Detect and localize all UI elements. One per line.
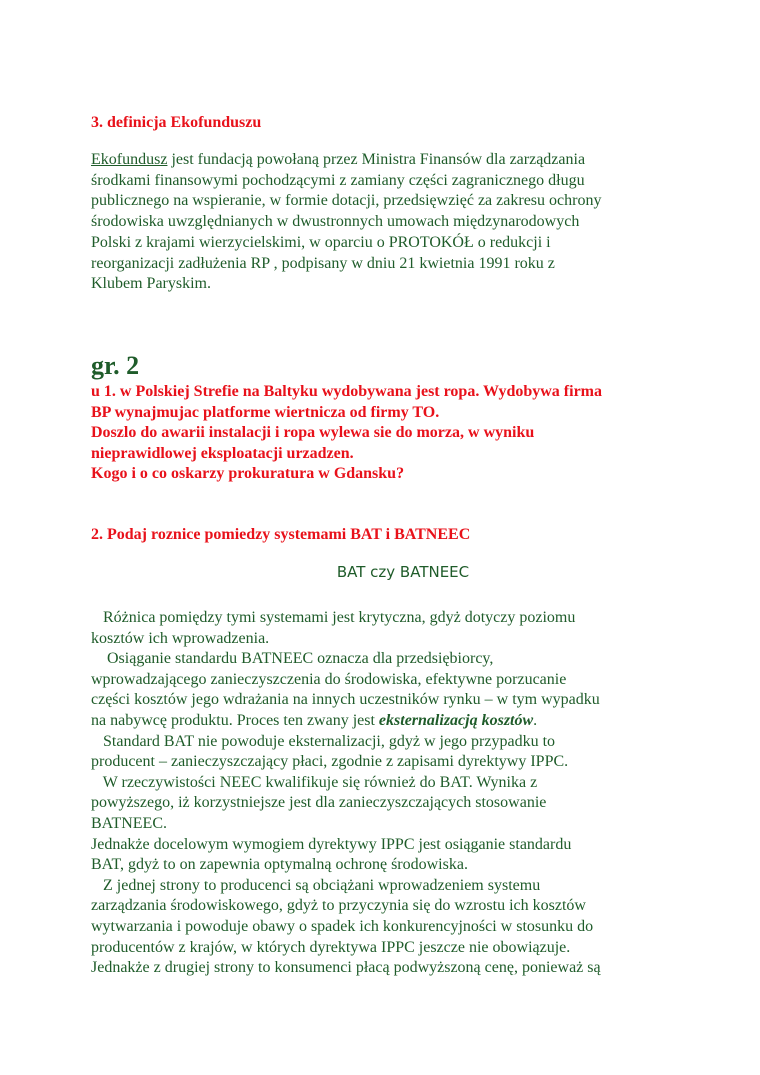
answer-line: BAT, gdyż to on zapewnia optymalną ochronę środowiska. bbox=[91, 856, 468, 874]
definition-line: reorganizacji zadłużenia RP , podpisany w dniu 21 kwietnia 1991 roku z bbox=[91, 254, 555, 272]
definition-line bbox=[91, 150, 691, 171]
definition-text: jest fundacją powołaną przez Ministra Finansów dla zarządzania bbox=[167, 151, 586, 168]
answer-line: Osiąganie standardu BATNEEC oznacza dla przedsiębiorcy, bbox=[91, 650, 494, 668]
answer-line: Jednakże docelowym wymogiem dyrektywy IPPC jest osiąganie standardu bbox=[91, 835, 572, 853]
definition-line: środkami finansowymi pochodzącymi z zamiany części zagranicznego długu bbox=[91, 171, 585, 189]
answer-text: . bbox=[533, 711, 538, 729]
answer-line: producent – zanieczyszczający płaci, zgodnie z zapisami dyrektywy IPPC. bbox=[91, 753, 569, 771]
question-1-line: nieprawidlowej eksploatacji urzadzen. bbox=[91, 444, 354, 462]
answer-line: części kosztów jego wdrażania na innych uczestników rynku – w tym wypadku bbox=[91, 691, 600, 709]
question-1-line: BP wynajmujac platforme wiertnicza od firmy TO. bbox=[91, 403, 440, 421]
answer-line: Z jednej strony to producenci są obciążani wprowadzeniem systemu bbox=[91, 876, 541, 894]
definition-line: Polski z krajami wierzycielskimi, w oparciu o PROTOKÓŁ o redukcji i bbox=[91, 233, 551, 251]
definition-line: publicznego na wspieranie, w formie dotacji, przedsięwzięć za zakresu ochrony bbox=[91, 192, 602, 210]
definition-line: środowiska uwzględnianych w dwustronnych umowach międzynarodowych bbox=[91, 213, 580, 231]
answer-subtitle: BAT czy BATNEEC bbox=[336, 563, 470, 581]
answer-line: wytwarzania i powoduje obawy o spadek ich konkurencyjności w stosunku do bbox=[91, 917, 594, 935]
emphasis-term: eksternalizacją kosztów bbox=[378, 711, 534, 729]
answer-body bbox=[91, 608, 691, 979]
answer-line: W rzeczywistości NEEC kwalifikuje się również do BAT. Wynika z bbox=[91, 773, 538, 791]
question-1-line: u 1. w Polskiej Strefie na Baltyku wydobywana jest ropa. Wydobywa firma bbox=[91, 383, 602, 400]
question-1 bbox=[91, 382, 691, 485]
question-2: 2. Podaj roznice pomiedzy systemami BAT i BATNEEC bbox=[91, 526, 471, 543]
answer-line: Standard BAT nie powoduje eksternalizacji, gdyż w jego przypadku to bbox=[91, 732, 556, 750]
answer-line: wprowadzającego zanieczyszczenia do środowiska, efektywne porzucanie bbox=[91, 670, 567, 688]
answer-line: Różnica pomiędzy tymi systemami jest krytyczna, gdyż dotyczy poziomu bbox=[91, 609, 576, 626]
answer-text: na nabywcę produktu. Proces ten zwany jest bbox=[91, 711, 379, 729]
section-3-heading: 3. definicja Ekofunduszu bbox=[91, 114, 262, 131]
question-1-line: Doszlo do awarii instalacji i ropa wylewa sie do morza, w wyniku bbox=[91, 424, 535, 442]
answer-line: powyższego, iż korzystniejsze jest dla zanieczyszczających stosowanie bbox=[91, 794, 547, 812]
group-title: gr. 2 bbox=[91, 351, 140, 380]
answer-line bbox=[91, 711, 691, 732]
answer-line: Jednakże z drugiej strony to konsumenci płacą podwyższoną cenę, ponieważ są bbox=[91, 959, 601, 977]
question-1-line: Kogo i o co oskarzy prokuratura w Gdansku? bbox=[91, 465, 405, 483]
answer-line: kosztów ich wprowadzenia. bbox=[91, 629, 270, 647]
answer-line: zarządzania środowiskowego, gdyż to przyczynia się do wzrostu ich kosztów bbox=[91, 897, 586, 915]
ekofundusz-definition bbox=[91, 150, 691, 295]
ekofundusz-term: Ekofundusz bbox=[91, 151, 168, 168]
definition-line: Klubem Paryskim. bbox=[91, 275, 211, 293]
answer-line: BATNEEC. bbox=[91, 814, 167, 832]
answer-line: producentów z krajów, w których dyrektywa IPPC jeszcze nie obowiązuje. bbox=[91, 938, 571, 956]
